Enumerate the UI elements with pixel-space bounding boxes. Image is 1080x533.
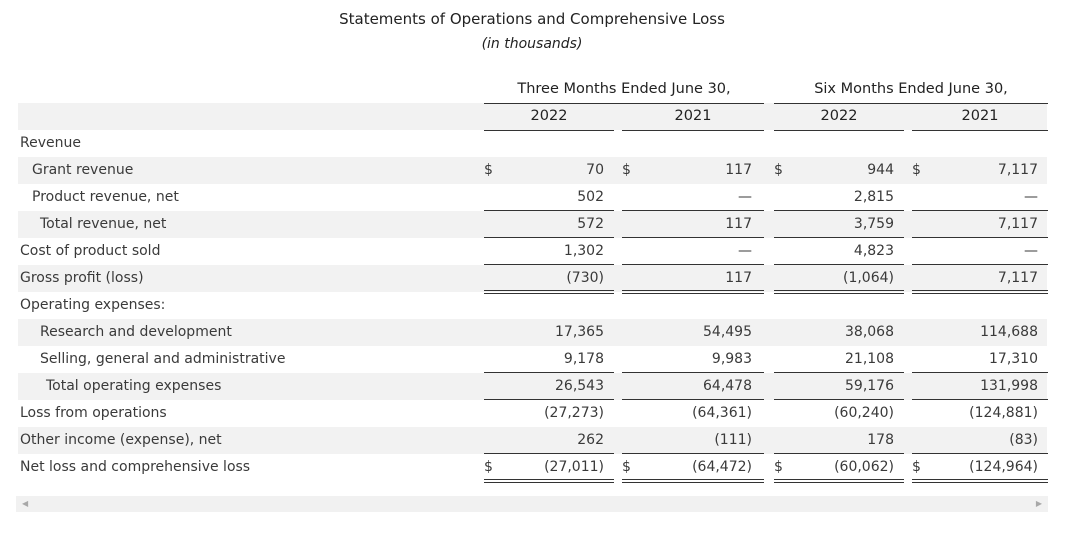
value-6m-2021: 7,117 (997, 216, 1038, 232)
subtotal-rule (912, 237, 1048, 238)
value-3m-2021 (652, 130, 752, 157)
value-3m-2021: 64,478 (703, 378, 752, 394)
header-year-6m-2022: 2022 (820, 108, 858, 124)
table-row (18, 238, 1047, 265)
header-three-months: Three Months Ended June 30, (517, 81, 731, 97)
currency-symbol: $ (484, 459, 493, 475)
subtotal-rule (622, 399, 764, 400)
table-row (18, 373, 1047, 400)
statement-title: Statements of Operations and Comprehensive Loss (339, 10, 725, 28)
table-row (18, 265, 1047, 292)
currency-symbol: $ (774, 162, 783, 178)
subtotal-rule (622, 453, 764, 454)
row-label: Other income (expense), net (20, 432, 222, 448)
subtotal-rule (774, 399, 904, 400)
table-row (18, 319, 1047, 346)
row-label: Grant revenue (32, 162, 134, 178)
value-6m-2022: 944 (867, 162, 894, 178)
table-row (18, 427, 1047, 454)
value-3m-2022 (504, 292, 604, 319)
horizontal-scrollbar[interactable] (16, 496, 1048, 512)
header-underline-six-months (774, 103, 1048, 104)
total-double-rule (622, 479, 764, 483)
value-6m-2022: 21,108 (845, 351, 894, 367)
value-3m-2021 (652, 292, 752, 319)
value-6m-2021: 114,688 (980, 324, 1038, 340)
value-6m-2021 (938, 292, 1038, 319)
currency-symbol: $ (622, 162, 631, 178)
value-3m-2021: (64,361) (692, 405, 752, 421)
value-3m-2022: (27,011) (544, 459, 604, 475)
row-label: Loss from operations (20, 405, 167, 421)
total-double-rule (484, 479, 614, 483)
table-row (18, 157, 1047, 184)
value-6m-2021: 17,310 (989, 351, 1038, 367)
value-3m-2022: (27,273) (544, 405, 604, 421)
currency-symbol: $ (774, 459, 783, 475)
value-3m-2021: — (738, 243, 752, 259)
value-3m-2021: — (738, 189, 752, 205)
subtotal-rule (912, 399, 1048, 400)
subtotal-rule (484, 372, 614, 373)
subtotal-rule (774, 453, 904, 454)
value-6m-2022: (60,062) (834, 459, 894, 475)
subtotal-rule (774, 210, 904, 211)
statement-subtitle: (in thousands) (481, 36, 583, 52)
total-double-rule (622, 290, 764, 294)
value-6m-2021: (124,964) (969, 459, 1038, 475)
value-3m-2021: 117 (725, 162, 752, 178)
header-row-years (18, 103, 1047, 130)
table-row (18, 400, 1047, 427)
row-label: Product revenue, net (32, 189, 179, 205)
header-year-6m-2021: 2021 (961, 108, 999, 124)
value-6m-2021: (124,881) (969, 405, 1038, 421)
value-3m-2022: 1,302 (563, 243, 604, 259)
value-3m-2022: 262 (577, 432, 604, 448)
value-3m-2022: 502 (577, 189, 604, 205)
header-row-periods (18, 76, 1047, 103)
total-double-rule (912, 479, 1048, 483)
subtotal-rule (622, 264, 764, 265)
subtotal-rule (484, 399, 614, 400)
subtotal-rule (912, 210, 1048, 211)
scroll-right-arrow-icon[interactable]: ▶ (1035, 499, 1042, 508)
total-double-rule (774, 479, 904, 483)
value-6m-2021: — (1024, 243, 1038, 259)
subtotal-rule (774, 372, 904, 373)
subtotal-rule (484, 264, 614, 265)
value-3m-2022: 17,365 (555, 324, 604, 340)
subtotal-rule (912, 264, 1048, 265)
value-6m-2022: 178 (867, 432, 894, 448)
total-double-rule (774, 290, 904, 294)
value-6m-2022: 3,759 (853, 216, 894, 232)
row-label: Research and development (40, 324, 232, 340)
value-3m-2022: 26,543 (555, 378, 604, 394)
currency-symbol: $ (484, 162, 493, 178)
header-year-3m-2021: 2021 (674, 108, 712, 124)
table-row (18, 211, 1047, 238)
subtotal-rule (484, 210, 614, 211)
value-3m-2022 (504, 130, 604, 157)
row-label: Total revenue, net (40, 216, 167, 232)
subtotal-rule (774, 264, 904, 265)
value-6m-2022: 4,823 (853, 243, 894, 259)
currency-symbol: $ (912, 162, 921, 178)
value-3m-2021: 9,983 (711, 351, 752, 367)
value-3m-2022: 572 (577, 216, 604, 232)
subtotal-rule (622, 237, 764, 238)
header-year-3m-2022: 2022 (530, 108, 568, 124)
subtotal-rule (912, 453, 1048, 454)
value-3m-2021: (111) (714, 432, 752, 448)
row-label: Revenue (20, 135, 81, 151)
currency-symbol: $ (622, 459, 631, 475)
table-row (18, 346, 1047, 373)
value-6m-2022: (60,240) (834, 405, 894, 421)
row-label: Cost of product sold (20, 243, 161, 259)
value-3m-2022: 9,178 (563, 351, 604, 367)
value-6m-2022: 2,815 (853, 189, 894, 205)
subtotal-rule (622, 372, 764, 373)
value-3m-2022: 70 (586, 162, 604, 178)
row-label: Total operating expenses (46, 378, 222, 394)
row-label: Gross profit (loss) (20, 270, 144, 286)
table-row (18, 184, 1047, 211)
subtotal-rule (912, 372, 1048, 373)
header-underline-three-months (484, 103, 764, 104)
value-6m-2022: (1,064) (842, 270, 894, 286)
table-row (18, 454, 1047, 481)
subtotal-rule (484, 453, 614, 454)
value-6m-2022 (794, 292, 894, 319)
subtotal-rule (484, 237, 614, 238)
value-6m-2022 (794, 130, 894, 157)
value-3m-2022: (730) (566, 270, 604, 286)
total-double-rule (912, 290, 1048, 294)
table-row (18, 130, 1047, 157)
value-3m-2021: (64,472) (692, 459, 752, 475)
row-label: Net loss and comprehensive loss (20, 459, 251, 475)
value-6m-2022: 59,176 (845, 378, 894, 394)
value-3m-2021: 117 (725, 216, 752, 232)
scroll-left-arrow-icon[interactable]: ◀ (22, 499, 29, 508)
row-label: Operating expenses: (20, 297, 166, 313)
subtotal-rule (622, 210, 764, 211)
value-6m-2021: (83) (1009, 432, 1038, 448)
value-6m-2021 (938, 130, 1038, 157)
value-3m-2021: 54,495 (703, 324, 752, 340)
value-6m-2022: 38,068 (845, 324, 894, 340)
value-6m-2021: 7,117 (997, 270, 1038, 286)
table-row (18, 292, 1047, 319)
header-six-months: Six Months Ended June 30, (814, 81, 1008, 97)
subtotal-rule (774, 237, 904, 238)
value-6m-2021: 7,117 (997, 162, 1038, 178)
value-6m-2021: 131,998 (980, 378, 1038, 394)
currency-symbol: $ (912, 459, 921, 475)
total-double-rule (484, 290, 614, 294)
row-label: Selling, general and administrative (40, 351, 286, 367)
value-6m-2021: — (1024, 189, 1038, 205)
value-3m-2021: 117 (725, 270, 752, 286)
